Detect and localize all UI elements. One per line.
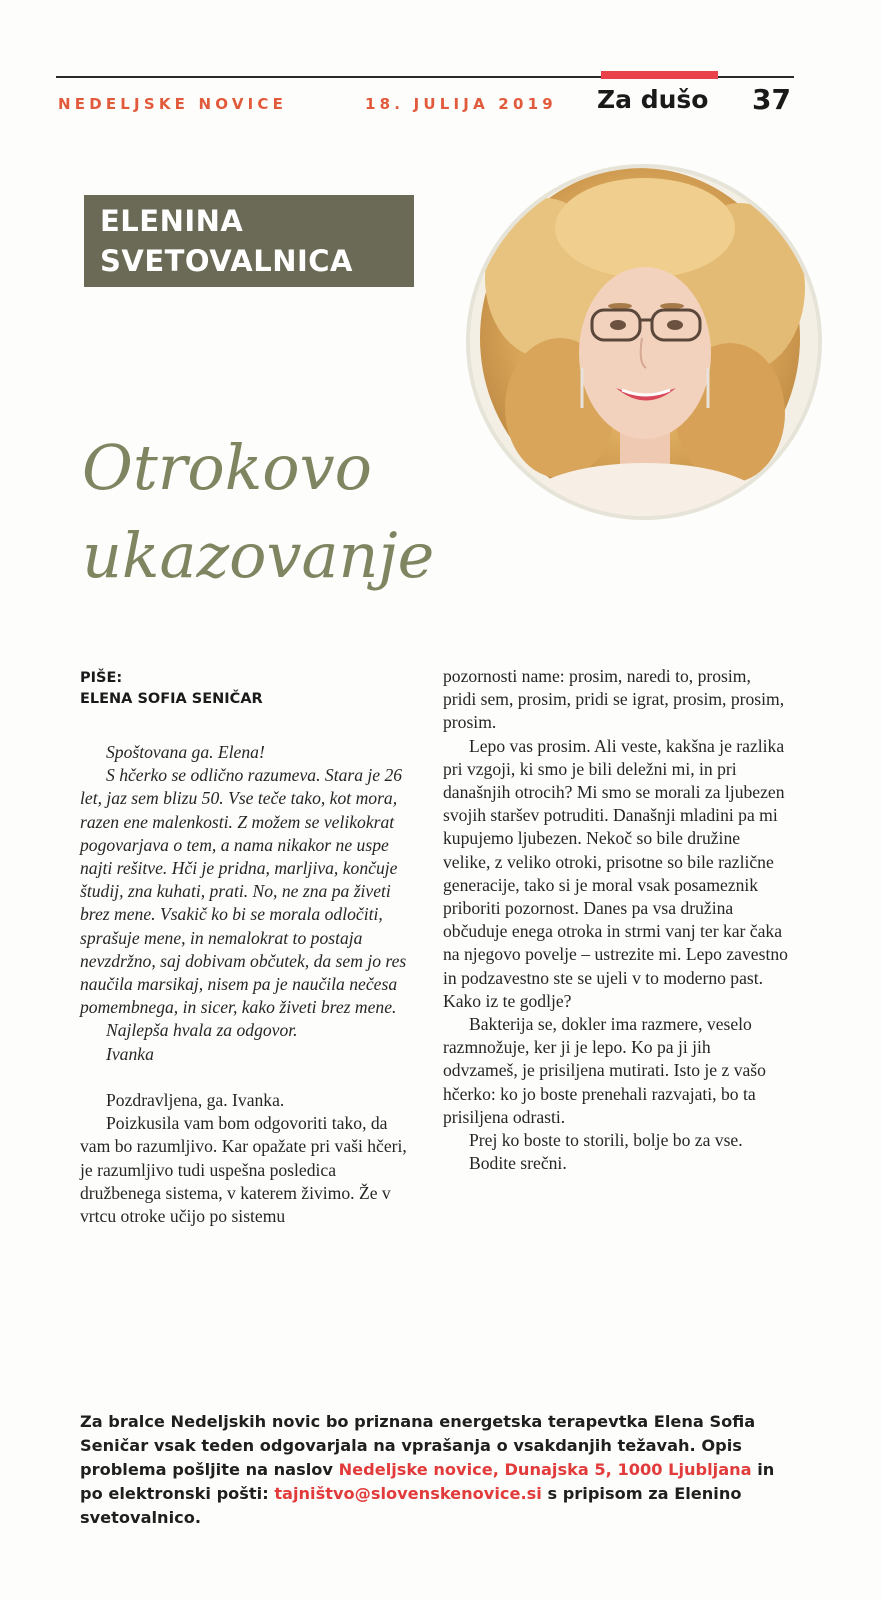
- answer-paragraph-3: Bakterija se, dokler ima razmere, veselo razmnožuje, ker ji je lepo. Ko pa ji jih odvzameš, je prisiljena mutirati. Isto je z vašo hčerko: ko jo boste prenehali razvajati, bo ta prisiljena odrasti.: [443, 1014, 766, 1127]
- answer-paragraph-2: Lepo vas prosim. Ali veste, kakšna je razlika pri vzgoji, ki smo je bili deležni mi, in pri današnjih otrocih? Mi smo se morali za ljubezen svojih staršev potruditi. Današnji mladini pa mi kupujemo ljubezen. Nekoč so bile družine velike, z veliko otroki, prisotne so bile različne generacije, tako si je moral vsak posameznik priboriti pozornost. Danes pa vsa družina občuduje enega otroka in strmi vanj ter kar čaka na njegovo povelje – ustrezite mi. Lepo zavestno in podzavestno ste se ujeli v to moderno past. Kako iz te godlje?: [443, 735, 788, 1011]
- column-label-line1: ELENINA: [100, 204, 244, 238]
- answer-greeting: Pozdravljena, ga. Ivanka.: [106, 1090, 285, 1111]
- author-portrait: [466, 164, 822, 520]
- byline: [80, 668, 263, 710]
- footer-text-1: Za bralce Nedeljskih novic bo priznana energetska terapevtka Elena Sofia Seničar vsak teden odgovarjala na vprašanja o vsakdanjih težavah. Opis problema pošljite na naslov: [80, 1412, 756, 1479]
- publication-name: NEDELJSKE NOVICE: [58, 95, 288, 113]
- answer-paragraph-1-end: pozornosti name: prosim, naredi to, prosim, pridi sem, prosim, pridi se igrat, prosim, prosim, prosim.: [443, 666, 785, 733]
- byline-prefix: PIŠE:: [80, 670, 123, 686]
- answer-closing: Bodite srečni.: [469, 1153, 567, 1174]
- column-label: [84, 195, 414, 287]
- article-column-right: [443, 665, 788, 1175]
- author-name: ELENA SOFIA SENIČAR: [80, 691, 263, 707]
- letter-thanks: Najlepša hvala za odgovor.: [106, 1020, 298, 1041]
- letter-signature: Ivanka: [106, 1043, 154, 1064]
- article-title: [82, 424, 434, 600]
- page-number: 37: [752, 83, 791, 116]
- column-label-line2: SVETOVALNICA: [100, 244, 353, 278]
- author-portrait-illustration: [470, 168, 818, 516]
- reader-info-box: [80, 1410, 800, 1530]
- title-line1: Otrokovo: [82, 431, 372, 504]
- letter-body: S hčerko se odlično razumeva. Stara je 26 let, jaz sem blizu 50. Vse teče tako, kot mora, razen ene malenkosti. Z možem se velikokrat pogovarjava o tem, a nama nikakor ne uspe najti rešitve. Hči je pridna, marljiva, končuje študij, zna kuhati, prati. No, ne zna pa živeti brez mene. Vsakič ko bi se morala odločiti, sprašuje mene, in nemalokrat to postaja nevzdržno, saj dobivam občutek, da sem jo res naučila marsikaj, nisem pa je naučila nečesa pomembnega, in sicer, kako živeti brez mene.: [80, 765, 407, 1018]
- footer-text-3: s pripisom za Elenino svetovalnico.: [80, 1484, 742, 1527]
- answer-paragraph-4: Prej ko boste to storili, bolje bo za vse.: [469, 1130, 743, 1151]
- letter-greeting: Spoštovana ga. Elena!: [106, 742, 265, 762]
- title-line2: ukazovanje: [82, 519, 435, 592]
- footer-text-2: in po elektronski pošti:: [80, 1460, 775, 1503]
- email-address[interactable]: tajništvo@slovenskenovice.si: [274, 1484, 542, 1503]
- answer-paragraph-1-start: Poizkusila vam bom odgovoriti tako, da vam bo razumljivo. Kar opažate pri vaši hčeri, je razumljivo tudi uspešna posledica družbenega sistema, v katerem živimo. Že v vrtcu otroke učijo po sistemu: [80, 1113, 407, 1227]
- issue-date: 18. JULIJA 2019: [365, 95, 557, 113]
- section-title: Za dušo: [597, 85, 709, 114]
- article-column-left: [80, 741, 410, 1228]
- postal-address: Nedeljske novice, Dunajska 5, 1000 Ljubljana: [338, 1460, 752, 1479]
- section-accent-bar: [601, 71, 718, 79]
